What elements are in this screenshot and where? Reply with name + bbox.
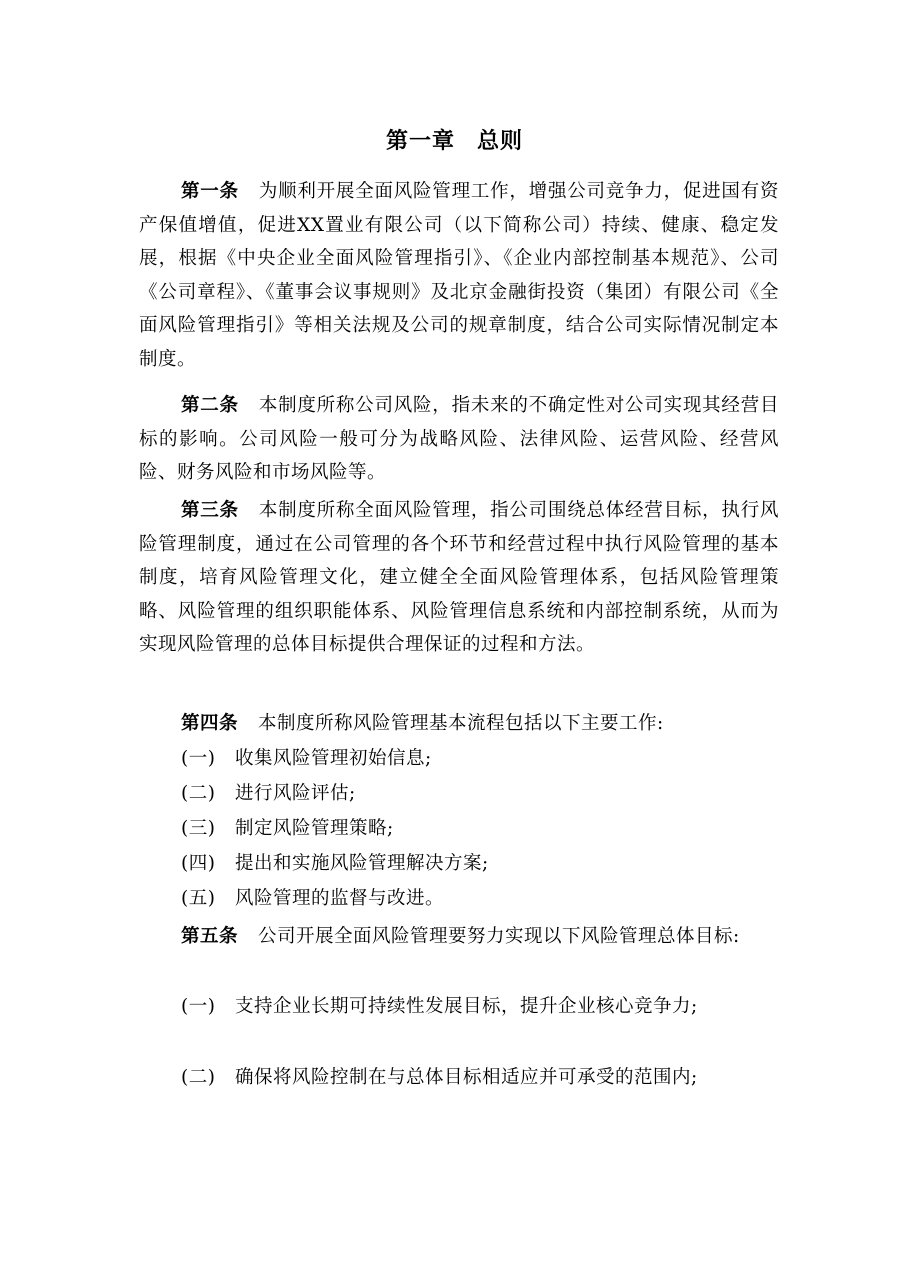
goal-item-2-text: 确保将风险控制在与总体目标相适应并可承受的范围内; — [235, 1067, 698, 1088]
article-5-text: 公司开展全面风险管理要努力实现以下风险管理总体目标: — [258, 926, 740, 947]
article-4 — [139, 707, 779, 741]
process-item-2 — [181, 777, 781, 811]
article-2 — [139, 389, 779, 490]
process-item-4-num: (四) — [181, 853, 216, 874]
process-item-3 — [181, 812, 781, 846]
chapter-number: 第一章 — [385, 129, 455, 154]
process-item-3-num: (三) — [181, 818, 216, 839]
process-item-4 — [181, 847, 781, 881]
chapter-title — [0, 126, 909, 158]
article-1 — [139, 175, 779, 377]
process-item-5-text: 风险管理的监督与改进。 — [235, 888, 445, 909]
chapter-name: 总则 — [477, 129, 524, 154]
goal-item-1-text: 支持企业长期可持续性发展目标，提升企业核心竞争力; — [235, 996, 698, 1017]
goal-item-2 — [181, 1061, 781, 1095]
process-item-2-text: 进行风险评估; — [235, 783, 356, 804]
process-item-4-text: 提出和实施风险管理解决方案; — [235, 853, 489, 874]
goal-item-1-num: (一) — [181, 996, 216, 1017]
article-2-text: 本制度所称公司风险，指未来的不确定性对公司实现其经营目标的影响。公司风险一般可分为战略风险、法律风险、运营风险、经营风险、财务风险和市场风险等。 — [139, 395, 779, 484]
goal-item-1 — [181, 990, 781, 1024]
article-2-label: 第二条 — [181, 395, 239, 416]
goal-item-2-num: (二) — [181, 1067, 216, 1088]
article-5 — [139, 920, 779, 954]
process-item-1 — [181, 742, 781, 776]
article-3 — [139, 494, 779, 662]
article-3-label: 第三条 — [181, 500, 239, 521]
process-item-5 — [181, 882, 781, 916]
article-4-label: 第四条 — [181, 713, 239, 734]
process-item-1-text: 收集风险管理初始信息; — [235, 748, 432, 769]
process-item-5-num: (五) — [181, 888, 216, 909]
article-1-text: 为顺利开展全面风险管理工作，增强公司竞争力，促进国有资产保值增值，促进XX置业有限公司（以下简称公司）持续、健康、稳定发展，根据《中央企业全面风险管理指引》、《企业内部控制基本规范》、公司《公司章程》、《董事会议事规则》及北京金融街投资（集团）有限公司《全面风险管理指引》等相关法规及公司的规章制度，结合公司实际情况制定本制度。 — [139, 181, 779, 370]
article-3-text: 本制度所称全面风险管理，指公司围绕总体经营目标，执行风险管理制度，通过在公司管理的各个环节和经营过程中执行风险管理的基本制度，培育风险管理文化，建立健全全面风险管理体系，包括风险管理策略、风险管理的组织职能体系、风险管理信息系统和内部控制系统，从而为实现风险管理的总体目标提供合理保证的过程和方法。 — [139, 500, 779, 656]
process-item-1-num: (一) — [181, 748, 216, 769]
article-5-label: 第五条 — [181, 926, 239, 947]
article-4-text: 本制度所称风险管理基本流程包括以下主要工作: — [258, 713, 664, 734]
process-item-2-num: (二) — [181, 783, 216, 804]
article-1-label: 第一条 — [181, 181, 239, 202]
process-item-3-text: 制定风险管理策略; — [235, 818, 394, 839]
